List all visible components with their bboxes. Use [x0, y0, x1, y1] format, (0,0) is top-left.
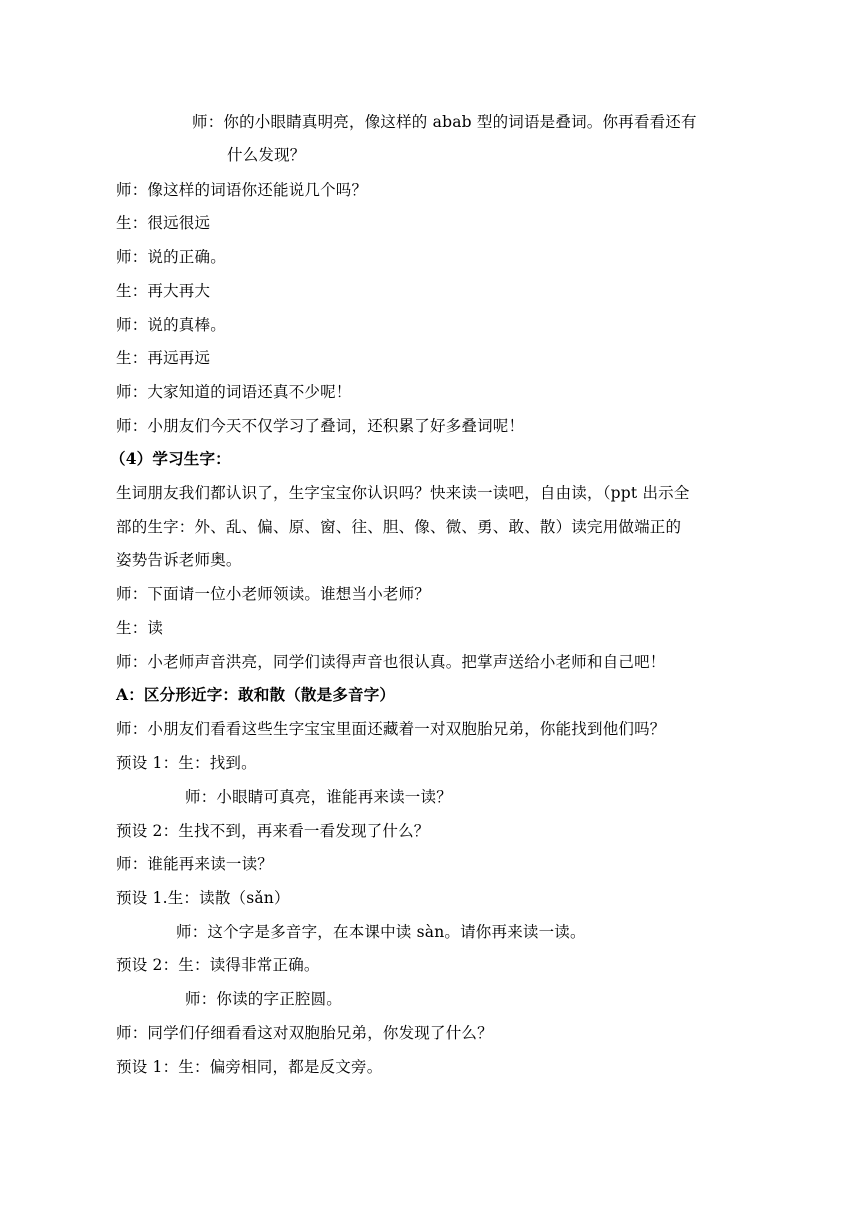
section-heading: A：区分形近字：敢和散（散是多音字） [116, 685, 396, 704]
text-line: 师：谁能再来读一读？ [116, 855, 274, 873]
text-line: 师：小眼睛可真亮，谁能再来读一读？ [185, 788, 452, 806]
text-line: 生：再远再远 [116, 349, 211, 367]
text-line: 生词朋友我们都认识了，生字宝宝你认识吗？快来读一读吧，自由读，（ppt 出示全 [116, 484, 690, 502]
text-line: 师：小老师声音洪亮，同学们读得声音也很认真。把掌声送给小老师和自己吧！ [116, 653, 666, 671]
text-line: 预设 2：生找不到，再来看一看发现了什么？ [116, 822, 430, 840]
text-line: 师：小朋友们今天不仅学习了叠词，还积累了好多叠词呢！ [116, 417, 525, 435]
text-line: 预设 1：生：找到。 [116, 754, 257, 772]
section-heading: （4）学习生字： [110, 449, 231, 468]
text-line: 生：再大再大 [116, 282, 211, 300]
text-line: 师：说的真棒。 [116, 316, 226, 334]
text-line: 预设 1：生：偏旁相同，都是反文旁。 [116, 1058, 383, 1076]
text-line: 师：大家知道的词语还真不少呢！ [116, 383, 352, 401]
text-line: 师：这个字是多音字，在本课中读 sàn。请你再来读一读。 [176, 923, 586, 941]
text-line: 预设 2：生：读得非常正确。 [116, 956, 320, 974]
text-line: 师：像这样的词语你还能说几个吗？ [116, 181, 368, 199]
text-line: 师：小朋友们看看这些生字宝宝里面还藏着一对双胞胎兄弟，你能找到他们吗？ [116, 720, 666, 738]
text-line: 部的生字：外、乱、偏、原、窗、往、胆、像、微、勇、敢、散）读完用做端正的 [116, 518, 682, 536]
text-line: 师：你读的字正腔圆。 [185, 990, 343, 1008]
text-line: 师：同学们仔细看看这对双胞胎兄弟，你发现了什么？ [116, 1024, 493, 1042]
text-line: 师：下面请一位小老师领读。谁想当小老师？ [116, 585, 431, 603]
text-line: 姿势告诉老师奥。 [116, 551, 242, 569]
text-line: 生：读 [116, 619, 164, 637]
text-line: 什么发现？ [227, 146, 306, 164]
text-line: 生：很远很远 [116, 214, 211, 232]
text-line: 师：说的正确。 [116, 248, 226, 266]
text-line: 预设 1.生：读散（sǎn） [116, 889, 290, 907]
text-line: 师：你的小眼睛真明亮，像这样的 abab 型的词语是叠词。你再看看还有 [192, 113, 697, 131]
